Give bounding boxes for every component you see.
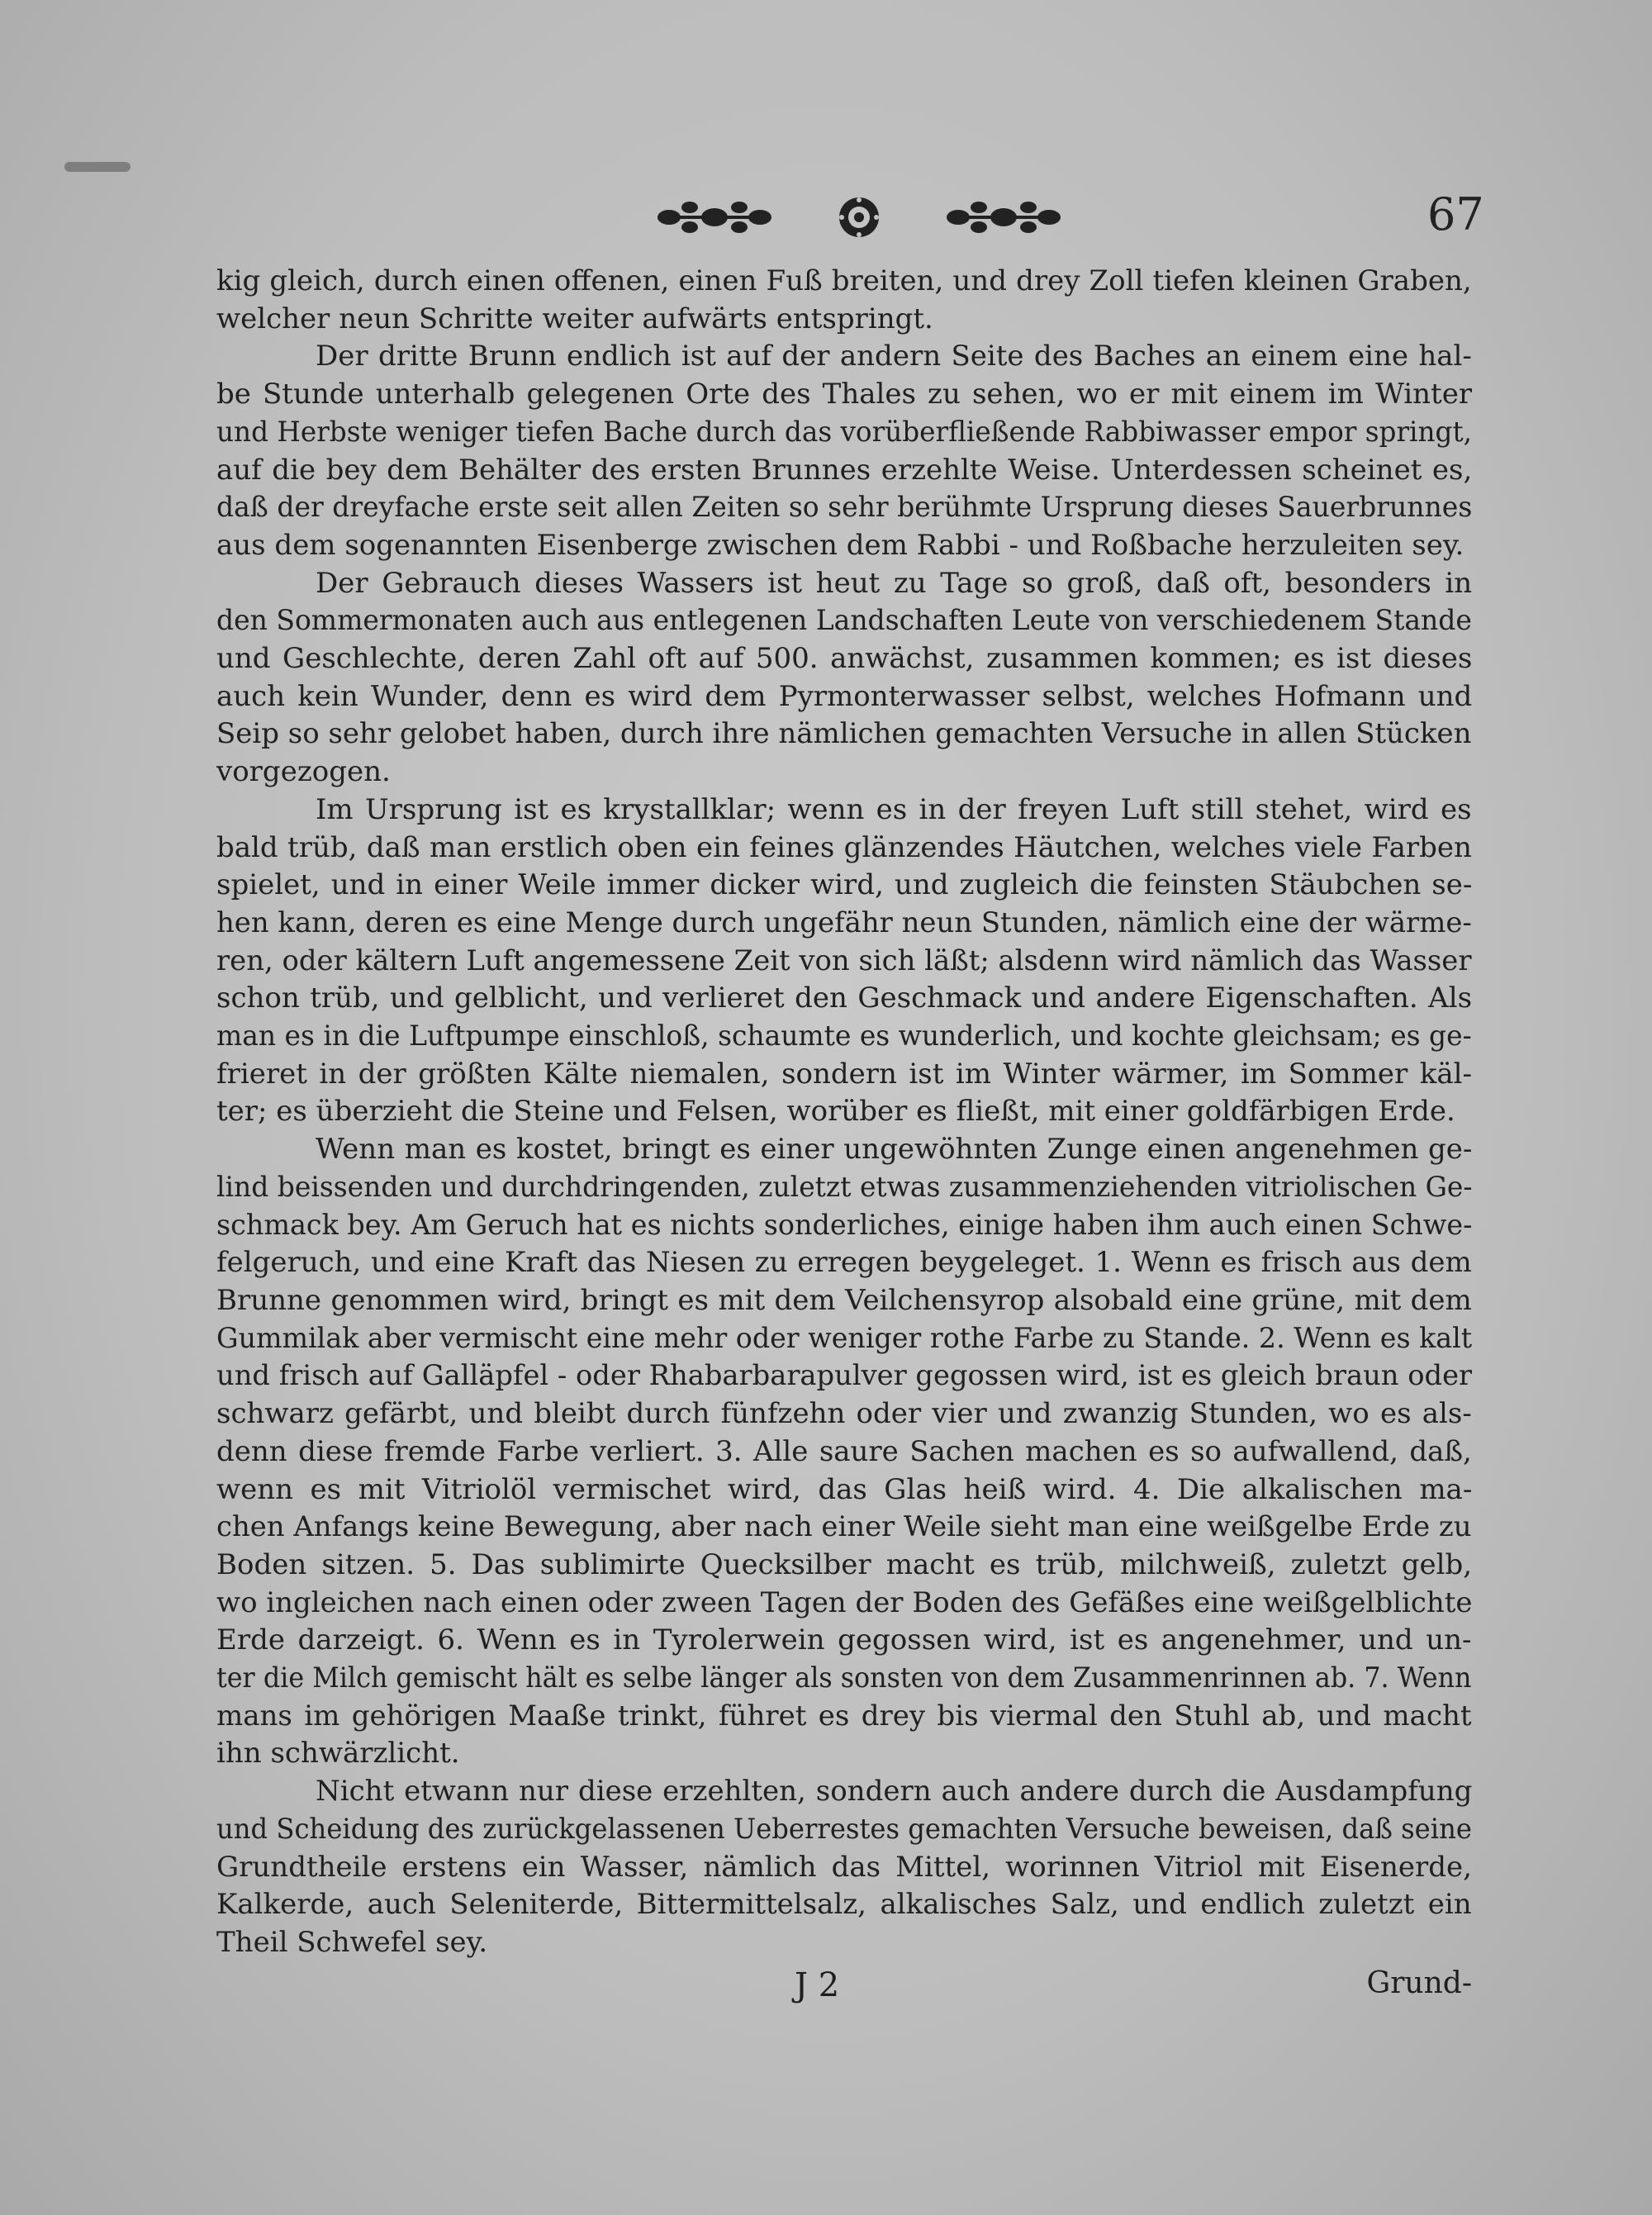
floral-vignette-icon — [653, 193, 776, 242]
page-footer — [216, 1966, 1472, 2016]
floral-vignette-icon — [942, 193, 1066, 242]
text-line: ihn schwärzlicht. — [216, 1737, 460, 1771]
text-line: ren, oder kältern Luft angemessene Zeit von sich läßt; alsdenn wird nämlich das Wasser — [216, 944, 1472, 977]
text-line: auf die bey dem Behälter des ersten Brunnes erzehlte Weise. Unterdessen scheinet es, — [216, 453, 1472, 487]
text-line: Der Gebrauch dieses Wassers ist heut zu Tage so groß, daß oft, besonders in — [316, 566, 1472, 600]
text-line: kig gleich, durch einen offenen, einen Fuß breiten, und drey Zoll tiefen kleinen Graben, — [216, 264, 1472, 297]
text-line: frieret in der größten Kälte niemalen, sondern ist im Winter wärmer, im Sommer käl- — [216, 1057, 1472, 1091]
text-line: Der dritte Brunn endlich ist auf der andern Seite des Baches an einem eine hal- — [316, 340, 1472, 373]
signature-mark: J 2 — [795, 1966, 840, 2004]
text-line: wenn es mit Vitriolöl vermischet wird, das Glas heiß wird. 4. Die alkalischen ma- — [216, 1472, 1472, 1506]
paragraph — [216, 338, 1472, 564]
text-line: und Scheidung des zurückgelassenen Ueberrestes gemachten Versuche beweisen, daß seine — [216, 1812, 1472, 1846]
text-line: Gummilak aber vermischt eine mehr oder weniger rothe Farbe zu Stande. 2. Wenn es kalt — [216, 1321, 1472, 1355]
text-line: be Stunde unterhalb gelegenen Orte des Thales zu sehen, wo er mit einem im Winter — [216, 378, 1472, 411]
text-line: Im Ursprung ist es krystallklar; wenn es in der freyen Luft still stehet, wird es — [316, 792, 1472, 826]
header-ornament — [653, 188, 1066, 246]
text-line: vorgezogen. — [216, 755, 391, 789]
paragraph — [216, 791, 1472, 1131]
paragraph — [216, 1131, 1472, 1773]
paragraph — [216, 565, 1472, 791]
text-line: man es in die Luftpumpe einschloß, schaumte es wunderlich, und kochte gleichsam; es ge- — [216, 1020, 1472, 1053]
text-line: Theil Schwefel sey. — [216, 1925, 488, 1959]
text-line: lind beissenden und durchdringenden, zuletzt etwas zusammenziehenden vitriolischen Ge- — [216, 1170, 1473, 1204]
text-line: hen kann, deren es eine Menge durch ungefähr neun Stunden, nämlich eine der wärme- — [216, 905, 1472, 939]
text-line: und Herbste weniger tiefen Bache durch das vorüberfließende Rabbiwasser empor springt, — [216, 415, 1472, 449]
text-line: denn diese fremde Farbe verliert. 3. Alle saure Sachen machen es so aufwallend, daß, — [216, 1434, 1472, 1468]
text-line: Boden sitzen. 5. Das sublimirte Quecksilber macht es trüb, milchweiß, zuletzt gelb, — [216, 1547, 1472, 1581]
text-line: auch kein Wunder, denn es wird dem Pyrmonterwasser selbst, welches Hofmann und — [216, 679, 1472, 713]
text-line: schwarz gefärbt, und bleibt durch fünfzehn oder vier und zwanzig Stunden, wo es als- — [216, 1397, 1472, 1431]
text-line: aus dem sogenannten Eisenberge zwischen dem Rabbi - und Roßbache herzuleiten sey. — [216, 528, 1464, 562]
paragraph — [216, 1773, 1472, 1962]
text-line: ter; es überzieht die Steine und Felsen, worüber es fließt, mit einer goldfärbigen Erde. — [216, 1095, 1455, 1129]
text-line: und Geschlechte, deren Zahl oft auf 500. anwächst, zusammen kommen; es ist dieses — [216, 642, 1472, 676]
text-line: und frisch auf Galläpfel - oder Rhabarbarapulver gegossen wird, ist es gleich braun oder — [216, 1359, 1472, 1393]
text-line: Seip so sehr gelobet haben, durch ihre nämlichen gemachten Versuche in allen Stücken — [216, 717, 1472, 751]
text-line: Nicht etwann nur diese erzehlten, sondern auch andere durch die Ausdampfung — [316, 1775, 1472, 1809]
text-line: Kalkerde, auch Seleniterde, Bittermittelsalz, alkalisches Salz, und endlich zuletzt ein — [216, 1888, 1472, 1922]
text-line: den Sommermonaten auch aus entlegenen Landschaften Leute von verschiedenem Stande — [216, 604, 1472, 638]
text-line: daß der dreyfache erste seit allen Zeiten so sehr berühmte Ursprung dieses Sauerbrunnes — [216, 491, 1472, 525]
text-line: schmack bey. Am Geruch hat es nichts sonderliches, einige haben ihm auch einen Schwe- — [216, 1208, 1472, 1242]
ink-smudge — [64, 162, 131, 172]
text-line: Grundtheile erstens ein Wasser, nämlich das Mittel, worinnen Vitriol mit Eisenerde, — [216, 1850, 1472, 1884]
rosette-icon — [830, 188, 888, 246]
text-line: spielet, und in einer Weile immer dicker wird, und zugleich die feinsten Stäubchen se- — [216, 868, 1472, 902]
text-line: Erde darzeigt. 6. Wenn es in Tyrolerwein gegossen wird, ist es angenehmer, und un- — [216, 1623, 1472, 1657]
body-text — [216, 263, 1472, 1962]
text-line: schon trüb, und gelblicht, und verlieret den Geschmack und andere Eigenschaften. Als — [216, 982, 1472, 1015]
catchword: Grund- — [1366, 1966, 1472, 2000]
text-line: Wenn man es kostet, bringt es einer ungewöhnten Zunge einen angenehmen ge- — [316, 1133, 1472, 1167]
text-line: chen Anfangs keine Bewegung, aber nach einer Weile sieht man eine weißgelbe Erde zu — [216, 1510, 1472, 1544]
page-number: 67 — [1427, 188, 1484, 240]
text-line: ter die Milch gemischt hält es selbe länger als sonsten von dem Zusammenrinnen ab. 7. Wenn — [216, 1661, 1472, 1695]
text-line: welcher neun Schritte weiter aufwärts entspringt. — [216, 302, 933, 335]
text-line: wo ingleichen nach einen oder zween Tagen der Boden des Gefäßes eine weißgelblichte — [216, 1585, 1473, 1619]
text-line: bald trüb, daß man erstlich oben ein feines glänzendes Häutchen, welches viele Farben — [216, 830, 1472, 864]
text-line: mans im gehörigen Maaße trinkt, führet es drey bis viermal den Stuhl ab, und macht — [216, 1699, 1472, 1733]
paragraph — [216, 263, 1472, 338]
text-line: felgeruch, und eine Kraft das Niesen zu erregen beygeleget. 1. Wenn es frisch aus dem — [216, 1246, 1472, 1280]
text-line: Brunne genommen wird, bringt es mit dem Veilchensyrop alsobald eine grüne, mit dem — [216, 1283, 1472, 1317]
